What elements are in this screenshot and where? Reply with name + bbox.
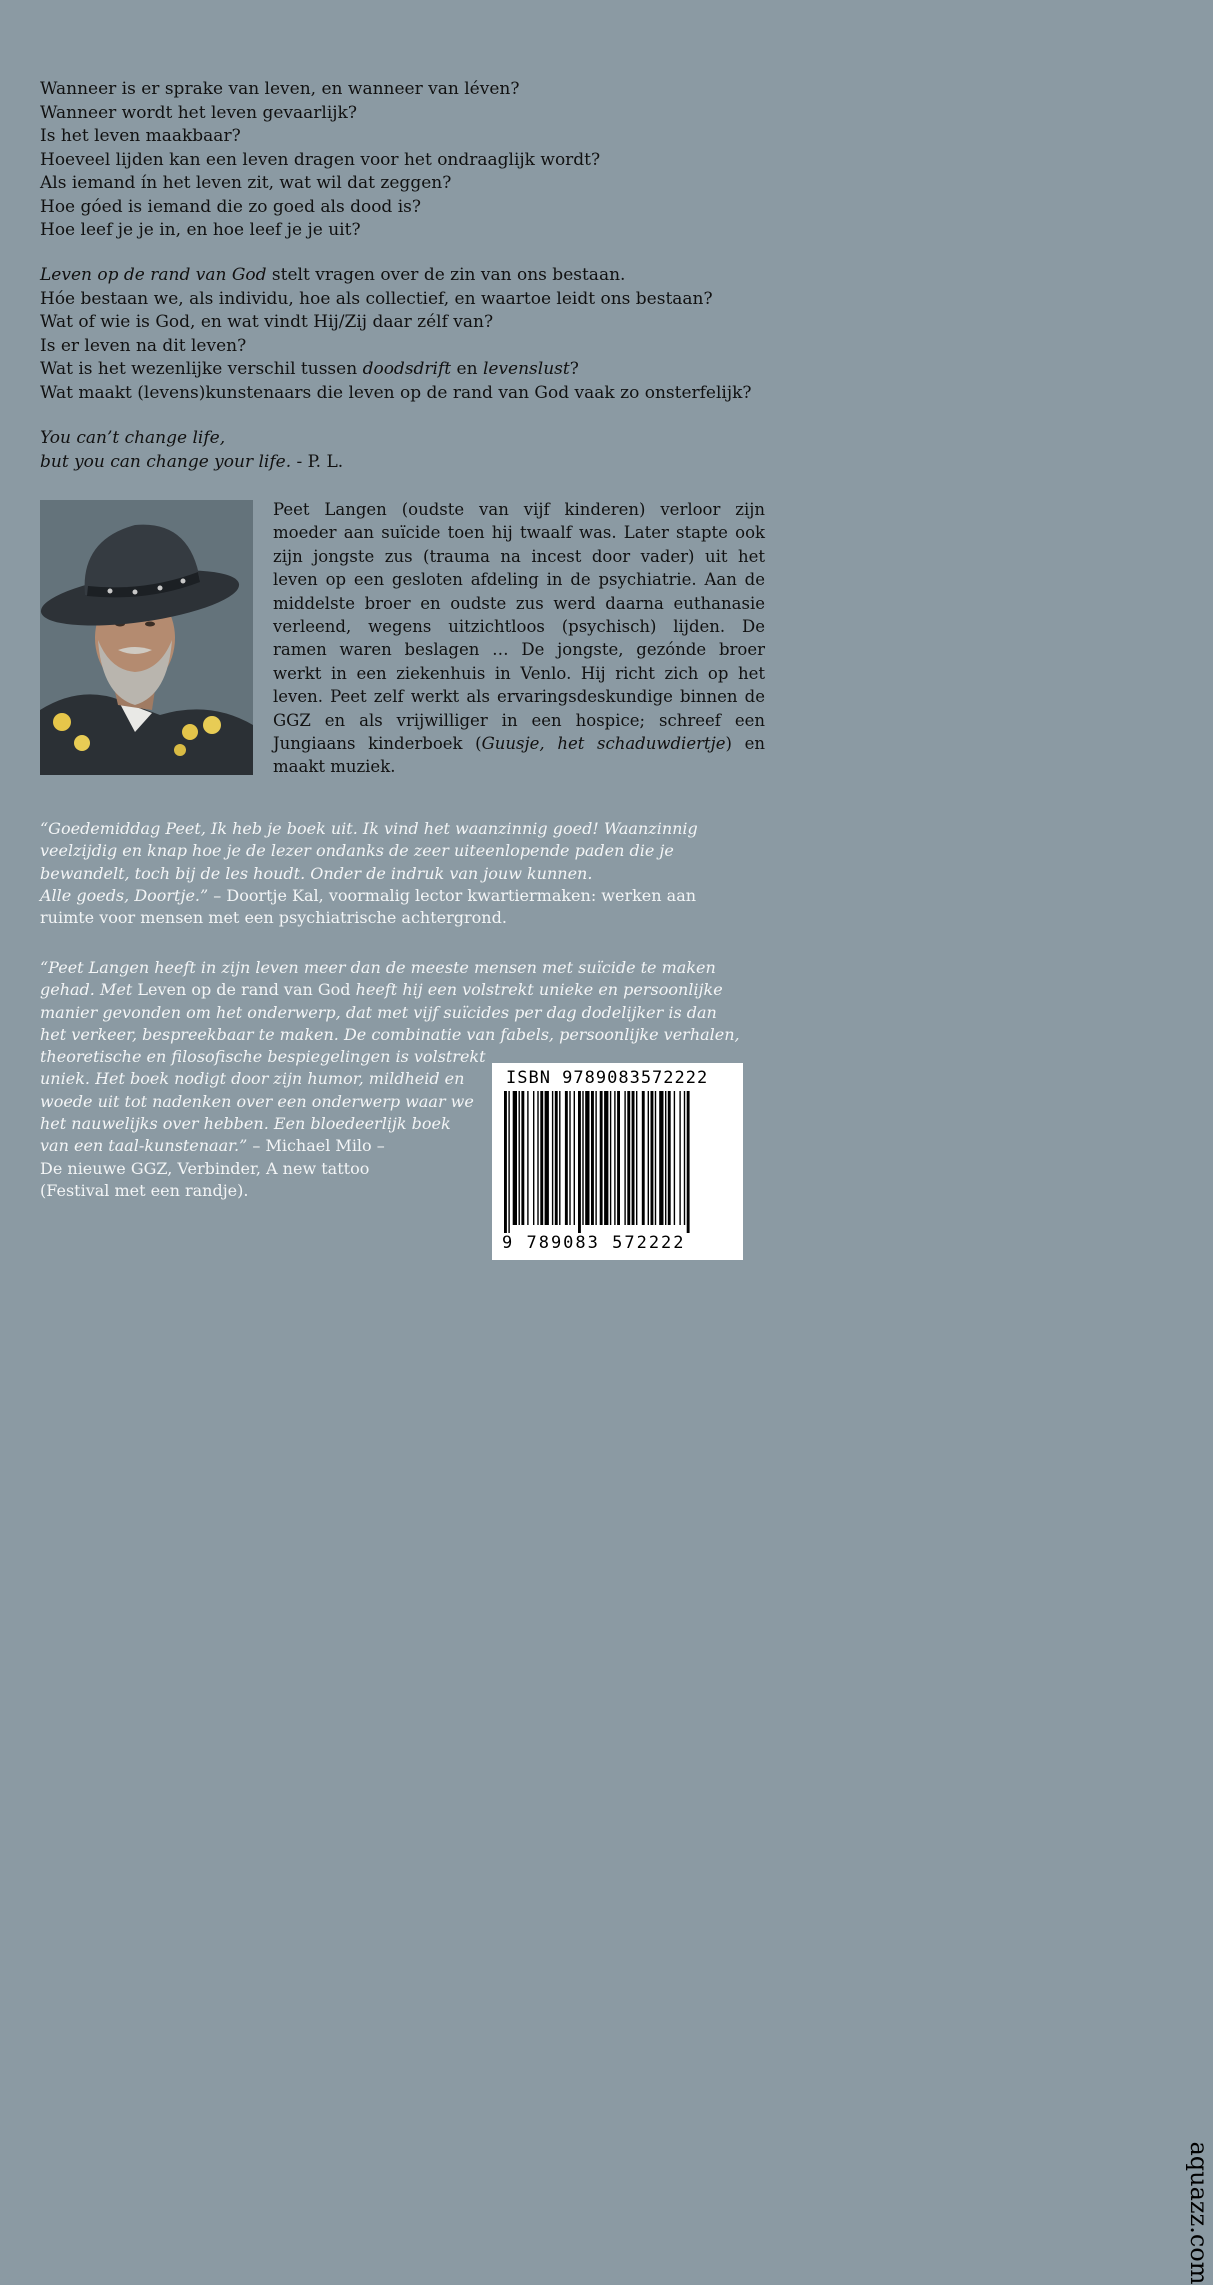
author-photo	[40, 500, 253, 775]
barcode-bar	[668, 1091, 671, 1225]
motto-attribution: - P. L.	[291, 451, 344, 472]
isbn-barcode	[492, 1063, 1213, 2285]
intro-text: ?	[569, 359, 579, 379]
barcode-bar	[565, 1091, 568, 1225]
review-quote-doortje	[40, 818, 780, 929]
question-line: Hoe leef je je in, en hoe leef je je uit?	[40, 220, 361, 240]
motto	[40, 427, 770, 474]
barcode-bar	[651, 1091, 654, 1225]
barcode-bar	[595, 1091, 596, 1225]
question-line: Is het leven maakbaar?	[40, 126, 241, 146]
quote-line: het nauwelijks over hebben. Een bloedeerlijk boek	[40, 1114, 451, 1134]
barcode-bar	[582, 1091, 583, 1225]
intro-text: en	[451, 359, 483, 379]
quote-text: gehad. Met	[40, 980, 138, 1000]
author-portrait-illustration	[40, 500, 253, 775]
barcode-bar	[665, 1091, 666, 1225]
intro-line	[40, 264, 770, 288]
question-line: Wanneer wordt het leven gevaarlijk?	[40, 102, 357, 123]
opening-questions	[40, 78, 770, 243]
quote-line	[40, 885, 780, 907]
barcode-bar	[527, 1091, 528, 1225]
publisher-url: aquazz.com	[1185, 2141, 1213, 2285]
intro-text: stelt vragen over de zin van ons bestaan.	[266, 265, 626, 285]
quote-attribution-line: ruimte voor mensen met een psychiatrische achtergrond.	[40, 908, 507, 928]
intro-line	[40, 358, 770, 382]
question-line: Hoe góed is iemand die zo goed als dood is?	[40, 196, 421, 217]
quote-line	[40, 979, 780, 1001]
barcode-bar	[684, 1091, 685, 1225]
question-line: Hoeveel lijden kan een leven dragen voor het ondraaglijk wordt?	[40, 149, 601, 170]
barcode-bar	[540, 1091, 543, 1225]
isbn-label: ISBN 9789083572222	[506, 1068, 709, 1088]
barcode-bar	[508, 1091, 509, 1233]
barcode-bar	[655, 1091, 656, 1225]
barcode-bar	[504, 1091, 507, 1233]
barcode-bar	[600, 1091, 603, 1225]
intro-line: Hóe bestaan we, als individu, hoe als collectief, en waartoe leidt ons bestaan?	[40, 288, 713, 309]
quote-attribution-line: De nieuwe GGZ, Verbinder, A new tattoo	[40, 1158, 370, 1178]
barcode-bar	[537, 1091, 538, 1225]
barcode-bar	[627, 1091, 630, 1225]
barcode-bar	[559, 1091, 560, 1225]
barcode-bar	[610, 1091, 611, 1225]
quote-line: bewandelt, toch bij de les houdt. Onder de indruk van jouw kunnen.	[40, 863, 593, 883]
intro-text: Wat is het wezenlijke verschil tussen	[40, 359, 363, 379]
quote-attribution: – Michael Milo –	[247, 1136, 385, 1156]
quote-line: manier gevonden om het onderwerp, dat met vijf suïcides per dag dodelijker is dan	[40, 1002, 717, 1022]
intro-line: Wat maakt (levens)kunstenaars die leven op de rand van God vaak zo onsterfelijk?	[40, 382, 752, 403]
barcode-bar	[533, 1091, 534, 1225]
quote-line: theoretische en filosofische bespiegelingen is volstrekt	[40, 1047, 486, 1067]
barcode-bar	[521, 1091, 524, 1225]
barcode-bar	[617, 1091, 620, 1225]
barcode-bar	[578, 1091, 581, 1233]
barcode-bar	[679, 1091, 680, 1225]
term-doodsdrift: doodsdrift	[362, 359, 452, 379]
barcode-bar	[659, 1091, 663, 1225]
barcode-digits: 9 789083 572222	[502, 1233, 686, 1253]
bio-book-title: Guusje, het schaduwdiertje	[481, 734, 726, 754]
quote-line: woede uit tot nadenken over een onderwerp waar we	[40, 1091, 474, 1111]
barcode-bar	[636, 1091, 637, 1225]
barcode-bar	[674, 1091, 675, 1225]
quote-signoff: Alle goeds, Doortje.”	[40, 885, 209, 905]
quote-line: veelzijdig en knap hoe je de lezer ondanks de zeer uiteenlopende paden die je	[40, 841, 674, 861]
barcode-bar	[519, 1091, 520, 1225]
quote-line: “Goedemiddag Peet, Ik heb je boek uit. Ik vind het waanzinnig goed! Waanzinnig	[40, 819, 698, 838]
quote-attribution-line: (Festival met een randje).	[40, 1180, 249, 1200]
quote-line: “Peet Langen heeft in zijn leven meer dan de meeste mensen met suïcide te maken	[40, 958, 716, 977]
author-bio	[273, 498, 765, 779]
book-title: Leven op de rand van God	[40, 265, 267, 285]
motto-text: but you can change your life.	[40, 451, 292, 472]
quote-attribution: – Doortje Kal, voormalig lector kwartiermaken: werken aan	[208, 885, 697, 905]
barcode-bar	[569, 1091, 570, 1225]
barcode-bar	[687, 1091, 690, 1233]
barcode-bar	[574, 1091, 575, 1225]
motto-line	[40, 451, 770, 475]
quote-text: heeft hij een volstrekt unieke en persoonlijke	[350, 980, 723, 1000]
quote-line: uniek. Het boek nodigt door zijn humor, mildheid en	[40, 1069, 465, 1089]
quote-line: het verkeer, bespreekbaar te maken. De combinatie van fabels, persoonlijke verhalen,	[40, 1024, 740, 1044]
question-line: Wanneer is er sprake van leven, en wanneer van léven?	[40, 79, 520, 99]
barcode-bar	[642, 1091, 645, 1225]
barcode-bar	[585, 1091, 589, 1225]
barcode-bar	[591, 1091, 594, 1225]
bio-text-end: ) en maakt muziek.	[273, 734, 765, 777]
barcode-bar	[604, 1091, 608, 1225]
quote-book-title: Leven op de rand van God	[137, 980, 351, 1000]
barcode-bar	[614, 1091, 615, 1225]
question-line: Als iemand ín het leven zit, wat wil dat zeggen?	[40, 173, 452, 193]
barcode-bar	[555, 1091, 558, 1225]
bio-text: Peet Langen (oudste van vijf kinderen) verloor zijn moeder aan suïcide toen hij twaalf was. Later stapte ook zijn jongste zus (trauma na incest door vader) uit het leven op een gesloten afdeling in de psychiatrie. Aan de middelste broer en oudste zus werd daarna euthanasie verleend, wegens uitzichtloos (psychisch) lijden. De ramen waren beslagen … De jongste, gezónde broer werkt in een ziekenhuis in Venlo. Hij richt zich op het leven. Peet zelf werkt als ervaringsdeskundige binnen de GGZ en als vrijwilliger in een hospice; schreef een Jungiaans kinderboek (	[273, 500, 765, 754]
barcode-bar	[545, 1091, 549, 1225]
quote-text: van een taal-kunstenaar.”	[40, 1136, 248, 1156]
intro-line: Is er leven na dit leven?	[40, 335, 247, 356]
barcode-bar	[632, 1091, 635, 1225]
motto-line: You can’t change life,	[40, 428, 226, 448]
barcode-bar	[552, 1091, 553, 1225]
term-levenslust: levenslust	[482, 359, 570, 379]
intro-paragraph	[40, 264, 770, 405]
barcode-bar	[513, 1091, 517, 1225]
barcode-bar	[648, 1091, 649, 1225]
barcode-bars	[502, 1091, 692, 1233]
barcode-bar	[624, 1091, 625, 1225]
intro-line: Wat of wie is God, en wat vindt Hij/Zij daar zélf van?	[40, 312, 494, 332]
